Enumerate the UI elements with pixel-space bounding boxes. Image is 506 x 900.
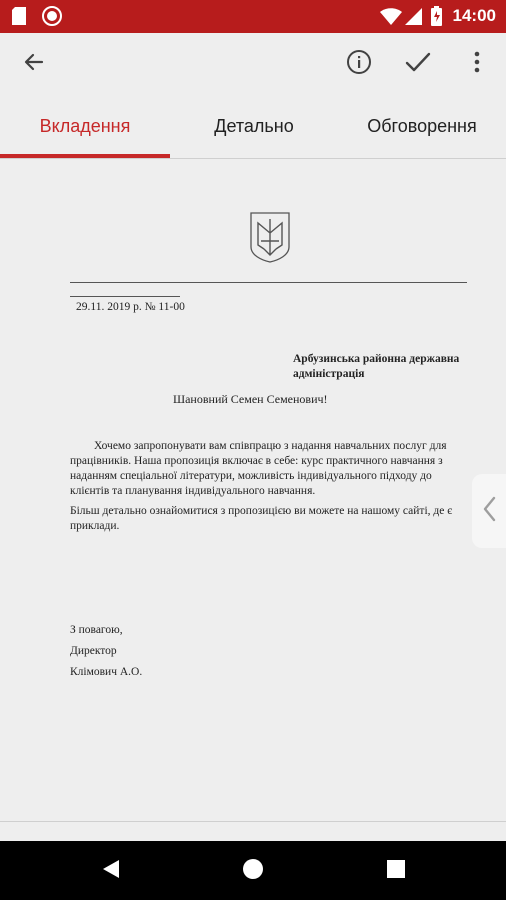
record-icon (42, 6, 62, 31)
battery-icon (431, 6, 442, 31)
side-drawer-handle[interactable] (472, 474, 506, 548)
approve-button[interactable] (396, 42, 440, 86)
clock-time: 14:00 (452, 6, 496, 25)
nav-recents-button[interactable] (378, 853, 414, 889)
signatory-name: Клімович А.О. (70, 666, 143, 678)
letter-paragraph: Більш детально ознайомитися з пропозицією ви можете на нашому сайті, де є приклади. (70, 505, 453, 532)
nav-home-button[interactable] (235, 853, 271, 889)
tab-bar (0, 95, 506, 159)
system-nav-bar (0, 841, 506, 900)
nav-back-icon (102, 859, 120, 884)
letter-paragraph: Хочемо запропонувати вам співпрацю з надання навчальних послуг для працівників. Наша пропозиція включає в себе: курс практичного навчання з наданням спеціальної літератури, можливість індивідуального підходу до клієнтів та планування індивідуального навчання. (70, 440, 447, 497)
document-preview[interactable] (0, 159, 506, 821)
recipient: Арбузинська районна державна адміністрація (293, 353, 460, 380)
letterhead-divider (70, 282, 467, 283)
info-button[interactable] (337, 42, 381, 86)
back-button[interactable] (12, 42, 56, 86)
tab-discussion[interactable] (338, 95, 506, 158)
app-bar (0, 33, 506, 95)
more-button[interactable] (455, 42, 499, 86)
tab-label: Вкладення (39, 116, 131, 136)
signatory-position: Директор (70, 645, 117, 657)
nav-recents-icon (387, 860, 405, 883)
info-icon (346, 49, 372, 80)
active-tab-indicator (0, 154, 170, 158)
check-icon (404, 50, 432, 79)
tab-label: Детально (214, 116, 294, 136)
more-vert-icon (474, 51, 480, 78)
bottom-divider (0, 821, 506, 842)
nav-home-icon (242, 858, 264, 885)
nav-back-button[interactable] (93, 853, 129, 889)
date-underline (70, 296, 180, 297)
sign-off: З повагою, (70, 624, 123, 636)
signal-icon (405, 8, 422, 30)
tab-attachments[interactable] (0, 95, 170, 158)
tab-label: Обговорення (367, 116, 477, 136)
sd-card-icon (12, 7, 26, 30)
status-bar (0, 0, 506, 33)
chevron-left-icon (482, 496, 496, 527)
tab-details[interactable] (170, 95, 338, 158)
coat-of-arms-icon (249, 211, 291, 268)
date-and-number: 29.11. 2019 р. № 11-00 (76, 301, 185, 313)
back-arrow-icon (22, 50, 46, 79)
greeting: Шановний Семен Семенович! (173, 392, 328, 406)
wifi-icon (380, 8, 402, 30)
